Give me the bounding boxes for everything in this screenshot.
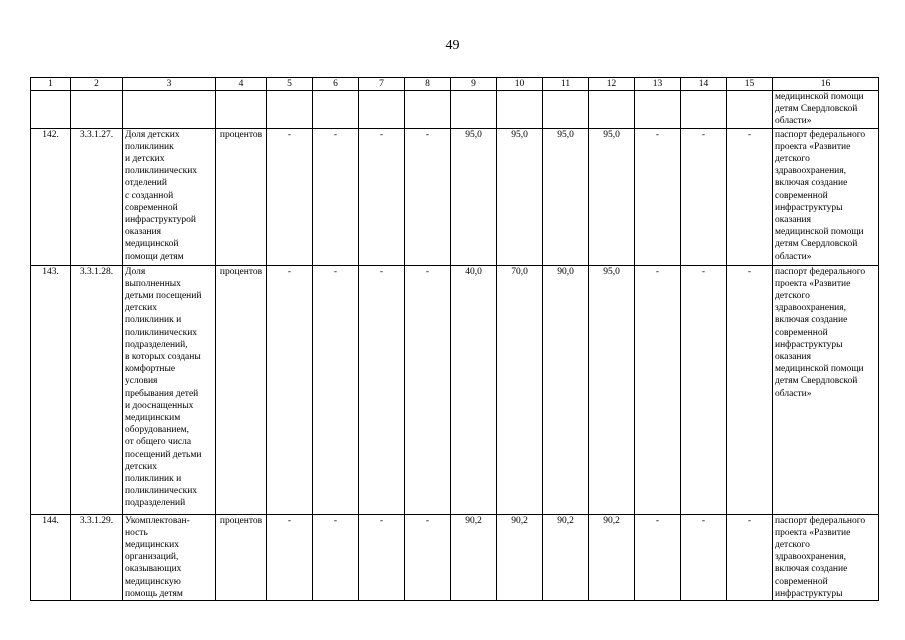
row-number: 143.: [31, 265, 71, 514]
table-cell: [543, 91, 589, 129]
unit-cell: процентов: [216, 128, 267, 265]
indicator-name: Доля выполненных детьми посещений детских поликлиник и поликлинических подразделений, в которых созданы комфортные условия пребывания детей и дооснащенных медицинским оборудованием, от общего числа посещений детьми детских поликлиник и поликлинических подразделений: [123, 265, 216, 514]
column-header: 7: [359, 78, 405, 91]
table-cell: [267, 91, 313, 129]
column-header: 13: [635, 78, 681, 91]
table-row: [31, 514, 879, 600]
value-cell: 95,0: [451, 128, 497, 265]
table-cell: [405, 91, 451, 129]
column-header: 8: [405, 78, 451, 91]
value-cell: -: [681, 128, 727, 265]
indicator-code: 3.3.1.28.: [71, 265, 123, 514]
value-cell: -: [681, 265, 727, 514]
value-cell: -: [267, 128, 313, 265]
value-cell: -: [727, 514, 773, 600]
value-cell: 95,0: [589, 265, 635, 514]
column-header: 15: [727, 78, 773, 91]
value-cell: 90,2: [497, 514, 543, 600]
value-cell: -: [359, 265, 405, 514]
page-number: 49: [445, 38, 460, 53]
column-header: 4: [216, 78, 267, 91]
value-cell: 40,0: [451, 265, 497, 514]
source-cell: медицинской помощи детям Свердловской области»: [773, 91, 879, 129]
table-cell: [635, 91, 681, 129]
table-cell: [71, 91, 123, 129]
source-cell: паспорт федерального проекта «Развитие детского здравоохранения, включая создание современной инфраструктуры: [773, 514, 879, 600]
unit-cell: процентов: [216, 514, 267, 600]
column-header: 16: [773, 78, 879, 91]
value-cell: -: [359, 514, 405, 600]
column-header: 3: [123, 78, 216, 91]
value-cell: -: [359, 128, 405, 265]
table-cell: [681, 91, 727, 129]
value-cell: 70,0: [497, 265, 543, 514]
table-cell: [451, 91, 497, 129]
table-cell: [359, 91, 405, 129]
value-cell: -: [405, 265, 451, 514]
continuation-row: [31, 91, 879, 129]
column-header: 2: [71, 78, 123, 91]
value-cell: -: [313, 128, 359, 265]
table-cell: [123, 91, 216, 129]
column-header: 14: [681, 78, 727, 91]
unit-cell: процентов: [216, 265, 267, 514]
value-cell: -: [635, 265, 681, 514]
table-cell: [727, 91, 773, 129]
value-cell: -: [727, 128, 773, 265]
value-cell: -: [267, 265, 313, 514]
value-cell: -: [727, 265, 773, 514]
column-header: 12: [589, 78, 635, 91]
value-cell: -: [635, 128, 681, 265]
table-cell: [31, 91, 71, 129]
column-header: 9: [451, 78, 497, 91]
value-cell: 90,2: [543, 514, 589, 600]
column-header: 10: [497, 78, 543, 91]
table-row: [31, 265, 879, 514]
source-cell: паспорт федерального проекта «Развитие детского здравоохранения, включая создание современной инфраструктуры оказания медицинской помощи детям Свердловской области»: [773, 128, 879, 265]
indicator-name: Доля детских поликлиник и детских поликлинических отделений с созданной современной инфраструктурой оказания медицинской помощи детям: [123, 128, 216, 265]
value-cell: 90,2: [589, 514, 635, 600]
value-cell: -: [635, 514, 681, 600]
column-header: 6: [313, 78, 359, 91]
column-header: 1: [31, 78, 71, 91]
value-cell: -: [267, 514, 313, 600]
table-row: [31, 128, 879, 265]
value-cell: -: [681, 514, 727, 600]
value-cell: 95,0: [589, 128, 635, 265]
column-header: 5: [267, 78, 313, 91]
table-cell: [216, 91, 267, 129]
indicator-code: 3.3.1.27.: [71, 128, 123, 265]
row-number: 142.: [31, 128, 71, 265]
indicators-table: [30, 77, 879, 601]
column-header: 11: [543, 78, 589, 91]
value-cell: -: [313, 514, 359, 600]
table-cell: [497, 91, 543, 129]
source-cell: паспорт федерального проекта «Развитие детского здравоохранения, включая создание современной инфраструктуры оказания медицинской помощи детям Свердловской области»: [773, 265, 879, 514]
column-numbers-row: [31, 78, 879, 91]
table-cell: [589, 91, 635, 129]
row-number: 144.: [31, 514, 71, 600]
value-cell: 95,0: [497, 128, 543, 265]
indicator-code: 3.3.1.29.: [71, 514, 123, 600]
value-cell: 90,2: [451, 514, 497, 600]
value-cell: 90,0: [543, 265, 589, 514]
indicator-name: Укомплектован- ность медицинских организаций, оказывающих медицинскую помощь детям: [123, 514, 216, 600]
value-cell: -: [405, 514, 451, 600]
table-cell: [313, 91, 359, 129]
value-cell: -: [313, 265, 359, 514]
value-cell: -: [405, 128, 451, 265]
value-cell: 95,0: [543, 128, 589, 265]
